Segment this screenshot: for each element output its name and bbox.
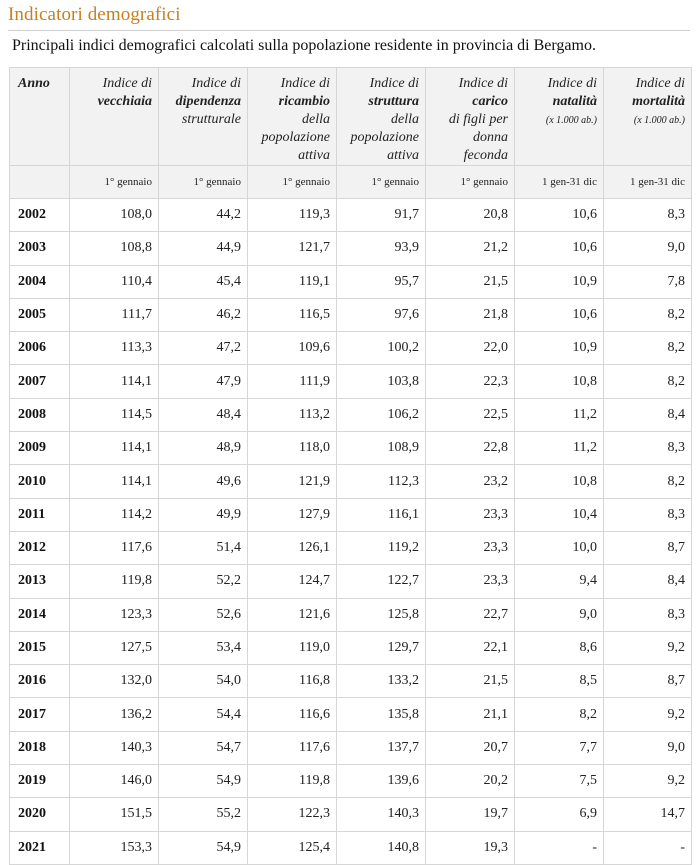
value-cell: 119,3	[248, 199, 337, 232]
column-header	[70, 68, 159, 166]
value-cell: 9,0	[515, 598, 604, 631]
value-cell: 110,4	[70, 265, 159, 298]
value-cell: 8,2	[515, 698, 604, 731]
year-cell: 2016	[10, 665, 70, 698]
value-cell: 118,0	[248, 432, 337, 465]
table-row	[10, 798, 692, 831]
value-cell: 8,2	[604, 465, 692, 498]
year-cell: 2021	[10, 831, 70, 864]
value-cell: 14,7	[604, 798, 692, 831]
value-cell: 116,1	[337, 498, 426, 531]
value-cell: 132,0	[70, 665, 159, 698]
value-cell: 46,2	[159, 298, 248, 331]
subheader-row	[10, 166, 692, 199]
value-cell: 9,2	[604, 631, 692, 664]
value-cell: 122,3	[248, 798, 337, 831]
value-cell: 23,3	[426, 498, 515, 531]
table-row	[10, 365, 692, 398]
value-cell: 10,0	[515, 531, 604, 564]
table-row	[10, 232, 692, 265]
header-pre-text: Indice di	[458, 76, 508, 91]
value-cell: 10,6	[515, 232, 604, 265]
header-bold-text: mortalità	[632, 94, 685, 109]
value-cell: 53,4	[159, 631, 248, 664]
value-cell: 117,6	[248, 731, 337, 764]
value-cell: 114,1	[70, 465, 159, 498]
value-cell: 11,2	[515, 432, 604, 465]
value-cell: 151,5	[70, 798, 159, 831]
header-unit-text: (x 1.000 ab.)	[633, 115, 685, 126]
header-pre-text: Indice di	[635, 76, 685, 91]
demographic-indicators-table	[9, 67, 692, 865]
value-cell: 22,7	[426, 598, 515, 631]
table-header	[10, 68, 692, 199]
value-cell: 21,1	[426, 698, 515, 731]
value-cell: 116,8	[248, 665, 337, 698]
table-row	[10, 531, 692, 564]
subheader-cell	[10, 166, 70, 199]
year-cell: 2008	[10, 398, 70, 431]
header-post-text: della popolazione attiva	[350, 112, 419, 163]
value-cell: 8,3	[604, 199, 692, 232]
value-cell: 91,7	[337, 199, 426, 232]
value-cell: 126,1	[248, 531, 337, 564]
table-row	[10, 498, 692, 531]
value-cell: 97,6	[337, 298, 426, 331]
subheader-cell: 1 gen-31 dic	[604, 166, 692, 199]
value-cell: 47,2	[159, 332, 248, 365]
year-cell: 2005	[10, 298, 70, 331]
value-cell: 119,2	[337, 531, 426, 564]
value-cell: 10,8	[515, 465, 604, 498]
value-cell: 44,2	[159, 199, 248, 232]
year-cell: 2018	[10, 731, 70, 764]
value-cell: 10,8	[515, 365, 604, 398]
table-row	[10, 265, 692, 298]
value-cell: 114,1	[70, 432, 159, 465]
value-cell: 114,1	[70, 365, 159, 398]
table-body	[10, 199, 692, 865]
value-cell: 111,9	[248, 365, 337, 398]
subheader-cell: 1° gennaio	[337, 166, 426, 199]
page-subtitle: Principali indici demografici calcolati sulla popolazione residente in provincia di Bergamo.	[12, 37, 596, 54]
value-cell: 23,2	[426, 465, 515, 498]
table-row	[10, 665, 692, 698]
value-cell: 8,2	[604, 332, 692, 365]
value-cell: 6,9	[515, 798, 604, 831]
header-pre-text: Indice di	[191, 76, 241, 91]
value-cell: 55,2	[159, 798, 248, 831]
value-cell: 122,7	[337, 565, 426, 598]
value-cell: -	[604, 831, 692, 864]
value-cell: 51,4	[159, 531, 248, 564]
title-divider	[8, 30, 690, 31]
header-unit-text: (x 1.000 ab.)	[545, 115, 597, 126]
value-cell: 22,8	[426, 432, 515, 465]
table-row	[10, 332, 692, 365]
page-title: Indicatori demografici	[8, 4, 181, 25]
value-cell: 54,9	[159, 765, 248, 798]
value-cell: 11,2	[515, 398, 604, 431]
year-cell: 2006	[10, 332, 70, 365]
value-cell: 22,5	[426, 398, 515, 431]
value-cell: 9,4	[515, 565, 604, 598]
value-cell: 135,8	[337, 698, 426, 731]
value-cell: 8,7	[604, 665, 692, 698]
value-cell: 9,2	[604, 698, 692, 731]
table-row	[10, 465, 692, 498]
value-cell: 8,4	[604, 398, 692, 431]
value-cell: 21,2	[426, 232, 515, 265]
value-cell: 116,6	[248, 698, 337, 731]
column-header-anno	[10, 68, 70, 166]
year-cell: 2009	[10, 432, 70, 465]
header-bold-text: ricambio	[278, 94, 330, 109]
value-cell: 9,0	[604, 731, 692, 764]
header-post-text: strutturale	[181, 112, 241, 127]
value-cell: 108,9	[337, 432, 426, 465]
table-row	[10, 698, 692, 731]
value-cell: 10,9	[515, 265, 604, 298]
value-cell: 93,9	[337, 232, 426, 265]
year-cell: 2015	[10, 631, 70, 664]
value-cell: 21,5	[426, 665, 515, 698]
value-cell: 22,0	[426, 332, 515, 365]
value-cell: 109,6	[248, 332, 337, 365]
value-cell: 127,9	[248, 498, 337, 531]
column-header	[248, 68, 337, 166]
value-cell: 52,2	[159, 565, 248, 598]
value-cell: 117,6	[70, 531, 159, 564]
value-cell: 123,3	[70, 598, 159, 631]
year-cell: 2010	[10, 465, 70, 498]
subheader-cell: 1 gen-31 dic	[515, 166, 604, 199]
value-cell: 8,7	[604, 531, 692, 564]
value-cell: 49,6	[159, 465, 248, 498]
table-row	[10, 432, 692, 465]
value-cell: 125,8	[337, 598, 426, 631]
value-cell: 116,5	[248, 298, 337, 331]
value-cell: 136,2	[70, 698, 159, 731]
header-bold-text: carico	[472, 94, 508, 109]
column-header	[515, 68, 604, 166]
value-cell: 112,3	[337, 465, 426, 498]
header-bold-text: natalità	[552, 94, 597, 109]
year-cell: 2011	[10, 498, 70, 531]
table-row	[10, 398, 692, 431]
value-cell: 113,3	[70, 332, 159, 365]
value-cell: 23,3	[426, 531, 515, 564]
value-cell: 111,7	[70, 298, 159, 331]
value-cell: 121,9	[248, 465, 337, 498]
year-cell: 2012	[10, 531, 70, 564]
table-row	[10, 298, 692, 331]
header-pre-text: Indice di	[369, 76, 419, 91]
value-cell: 95,7	[337, 265, 426, 298]
value-cell: 10,6	[515, 298, 604, 331]
header-pre-text: Indice di	[280, 76, 330, 91]
value-cell: 9,2	[604, 765, 692, 798]
value-cell: 119,1	[248, 265, 337, 298]
table-row	[10, 731, 692, 764]
value-cell: 137,7	[337, 731, 426, 764]
year-cell: 2007	[10, 365, 70, 398]
value-cell: 140,3	[70, 731, 159, 764]
value-cell: 20,2	[426, 765, 515, 798]
subheader-cell: 1° gennaio	[426, 166, 515, 199]
value-cell: 20,8	[426, 199, 515, 232]
value-cell: 8,2	[604, 298, 692, 331]
value-cell: 8,2	[604, 365, 692, 398]
value-cell: 54,9	[159, 831, 248, 864]
value-cell: 20,7	[426, 731, 515, 764]
year-cell: 2020	[10, 798, 70, 831]
subheader-cell: 1° gennaio	[70, 166, 159, 199]
value-cell: 113,2	[248, 398, 337, 431]
header-post-text: di figli per donna feconda	[448, 112, 508, 163]
value-cell: 139,6	[337, 765, 426, 798]
year-cell: 2014	[10, 598, 70, 631]
table-row	[10, 598, 692, 631]
value-cell: 125,4	[248, 831, 337, 864]
value-cell: 45,4	[159, 265, 248, 298]
year-cell: 2017	[10, 698, 70, 731]
header-row	[10, 68, 692, 166]
year-cell: 2004	[10, 265, 70, 298]
value-cell: 10,4	[515, 498, 604, 531]
value-cell: 54,0	[159, 665, 248, 698]
table-row	[10, 631, 692, 664]
value-cell: 114,2	[70, 498, 159, 531]
value-cell: 21,8	[426, 298, 515, 331]
value-cell: 10,9	[515, 332, 604, 365]
value-cell: 52,6	[159, 598, 248, 631]
column-header	[426, 68, 515, 166]
value-cell: 140,3	[337, 798, 426, 831]
value-cell: 108,8	[70, 232, 159, 265]
header-pre-text: Indice di	[102, 76, 152, 91]
value-cell: 8,4	[604, 565, 692, 598]
value-cell: 106,2	[337, 398, 426, 431]
table-row	[10, 565, 692, 598]
value-cell: 23,3	[426, 565, 515, 598]
value-cell: -	[515, 831, 604, 864]
header-bold-text: dipendenza	[175, 94, 241, 109]
header-bold-text: Anno	[18, 76, 50, 91]
table-row	[10, 199, 692, 232]
value-cell: 10,6	[515, 199, 604, 232]
value-cell: 119,8	[70, 565, 159, 598]
subheader-cell: 1° gennaio	[159, 166, 248, 199]
column-header	[159, 68, 248, 166]
value-cell: 54,4	[159, 698, 248, 731]
value-cell: 44,9	[159, 232, 248, 265]
header-pre-text: Indice di	[547, 76, 597, 91]
subheader-cell: 1° gennaio	[248, 166, 337, 199]
value-cell: 153,3	[70, 831, 159, 864]
table-row	[10, 831, 692, 864]
value-cell: 124,7	[248, 565, 337, 598]
value-cell: 49,9	[159, 498, 248, 531]
header-post-text: della popolazione attiva	[261, 112, 330, 163]
year-cell: 2013	[10, 565, 70, 598]
value-cell: 119,8	[248, 765, 337, 798]
value-cell: 8,3	[604, 432, 692, 465]
value-cell: 8,6	[515, 631, 604, 664]
value-cell: 54,7	[159, 731, 248, 764]
header-bold-text: vecchiaia	[97, 94, 152, 109]
year-cell: 2003	[10, 232, 70, 265]
value-cell: 22,1	[426, 631, 515, 664]
value-cell: 108,0	[70, 199, 159, 232]
year-cell: 2019	[10, 765, 70, 798]
value-cell: 146,0	[70, 765, 159, 798]
value-cell: 19,3	[426, 831, 515, 864]
value-cell: 9,0	[604, 232, 692, 265]
year-cell: 2002	[10, 199, 70, 232]
value-cell: 48,4	[159, 398, 248, 431]
column-header	[604, 68, 692, 166]
table-row	[10, 765, 692, 798]
value-cell: 121,7	[248, 232, 337, 265]
value-cell: 133,2	[337, 665, 426, 698]
value-cell: 8,5	[515, 665, 604, 698]
value-cell: 8,3	[604, 498, 692, 531]
value-cell: 7,8	[604, 265, 692, 298]
value-cell: 48,9	[159, 432, 248, 465]
column-header	[337, 68, 426, 166]
header-bold-text: struttura	[368, 94, 419, 109]
value-cell: 114,5	[70, 398, 159, 431]
value-cell: 103,8	[337, 365, 426, 398]
value-cell: 22,3	[426, 365, 515, 398]
value-cell: 129,7	[337, 631, 426, 664]
value-cell: 47,9	[159, 365, 248, 398]
value-cell: 127,5	[70, 631, 159, 664]
value-cell: 19,7	[426, 798, 515, 831]
value-cell: 121,6	[248, 598, 337, 631]
value-cell: 119,0	[248, 631, 337, 664]
value-cell: 100,2	[337, 332, 426, 365]
value-cell: 8,3	[604, 598, 692, 631]
value-cell: 21,5	[426, 265, 515, 298]
value-cell: 140,8	[337, 831, 426, 864]
value-cell: 7,5	[515, 765, 604, 798]
value-cell: 7,7	[515, 731, 604, 764]
